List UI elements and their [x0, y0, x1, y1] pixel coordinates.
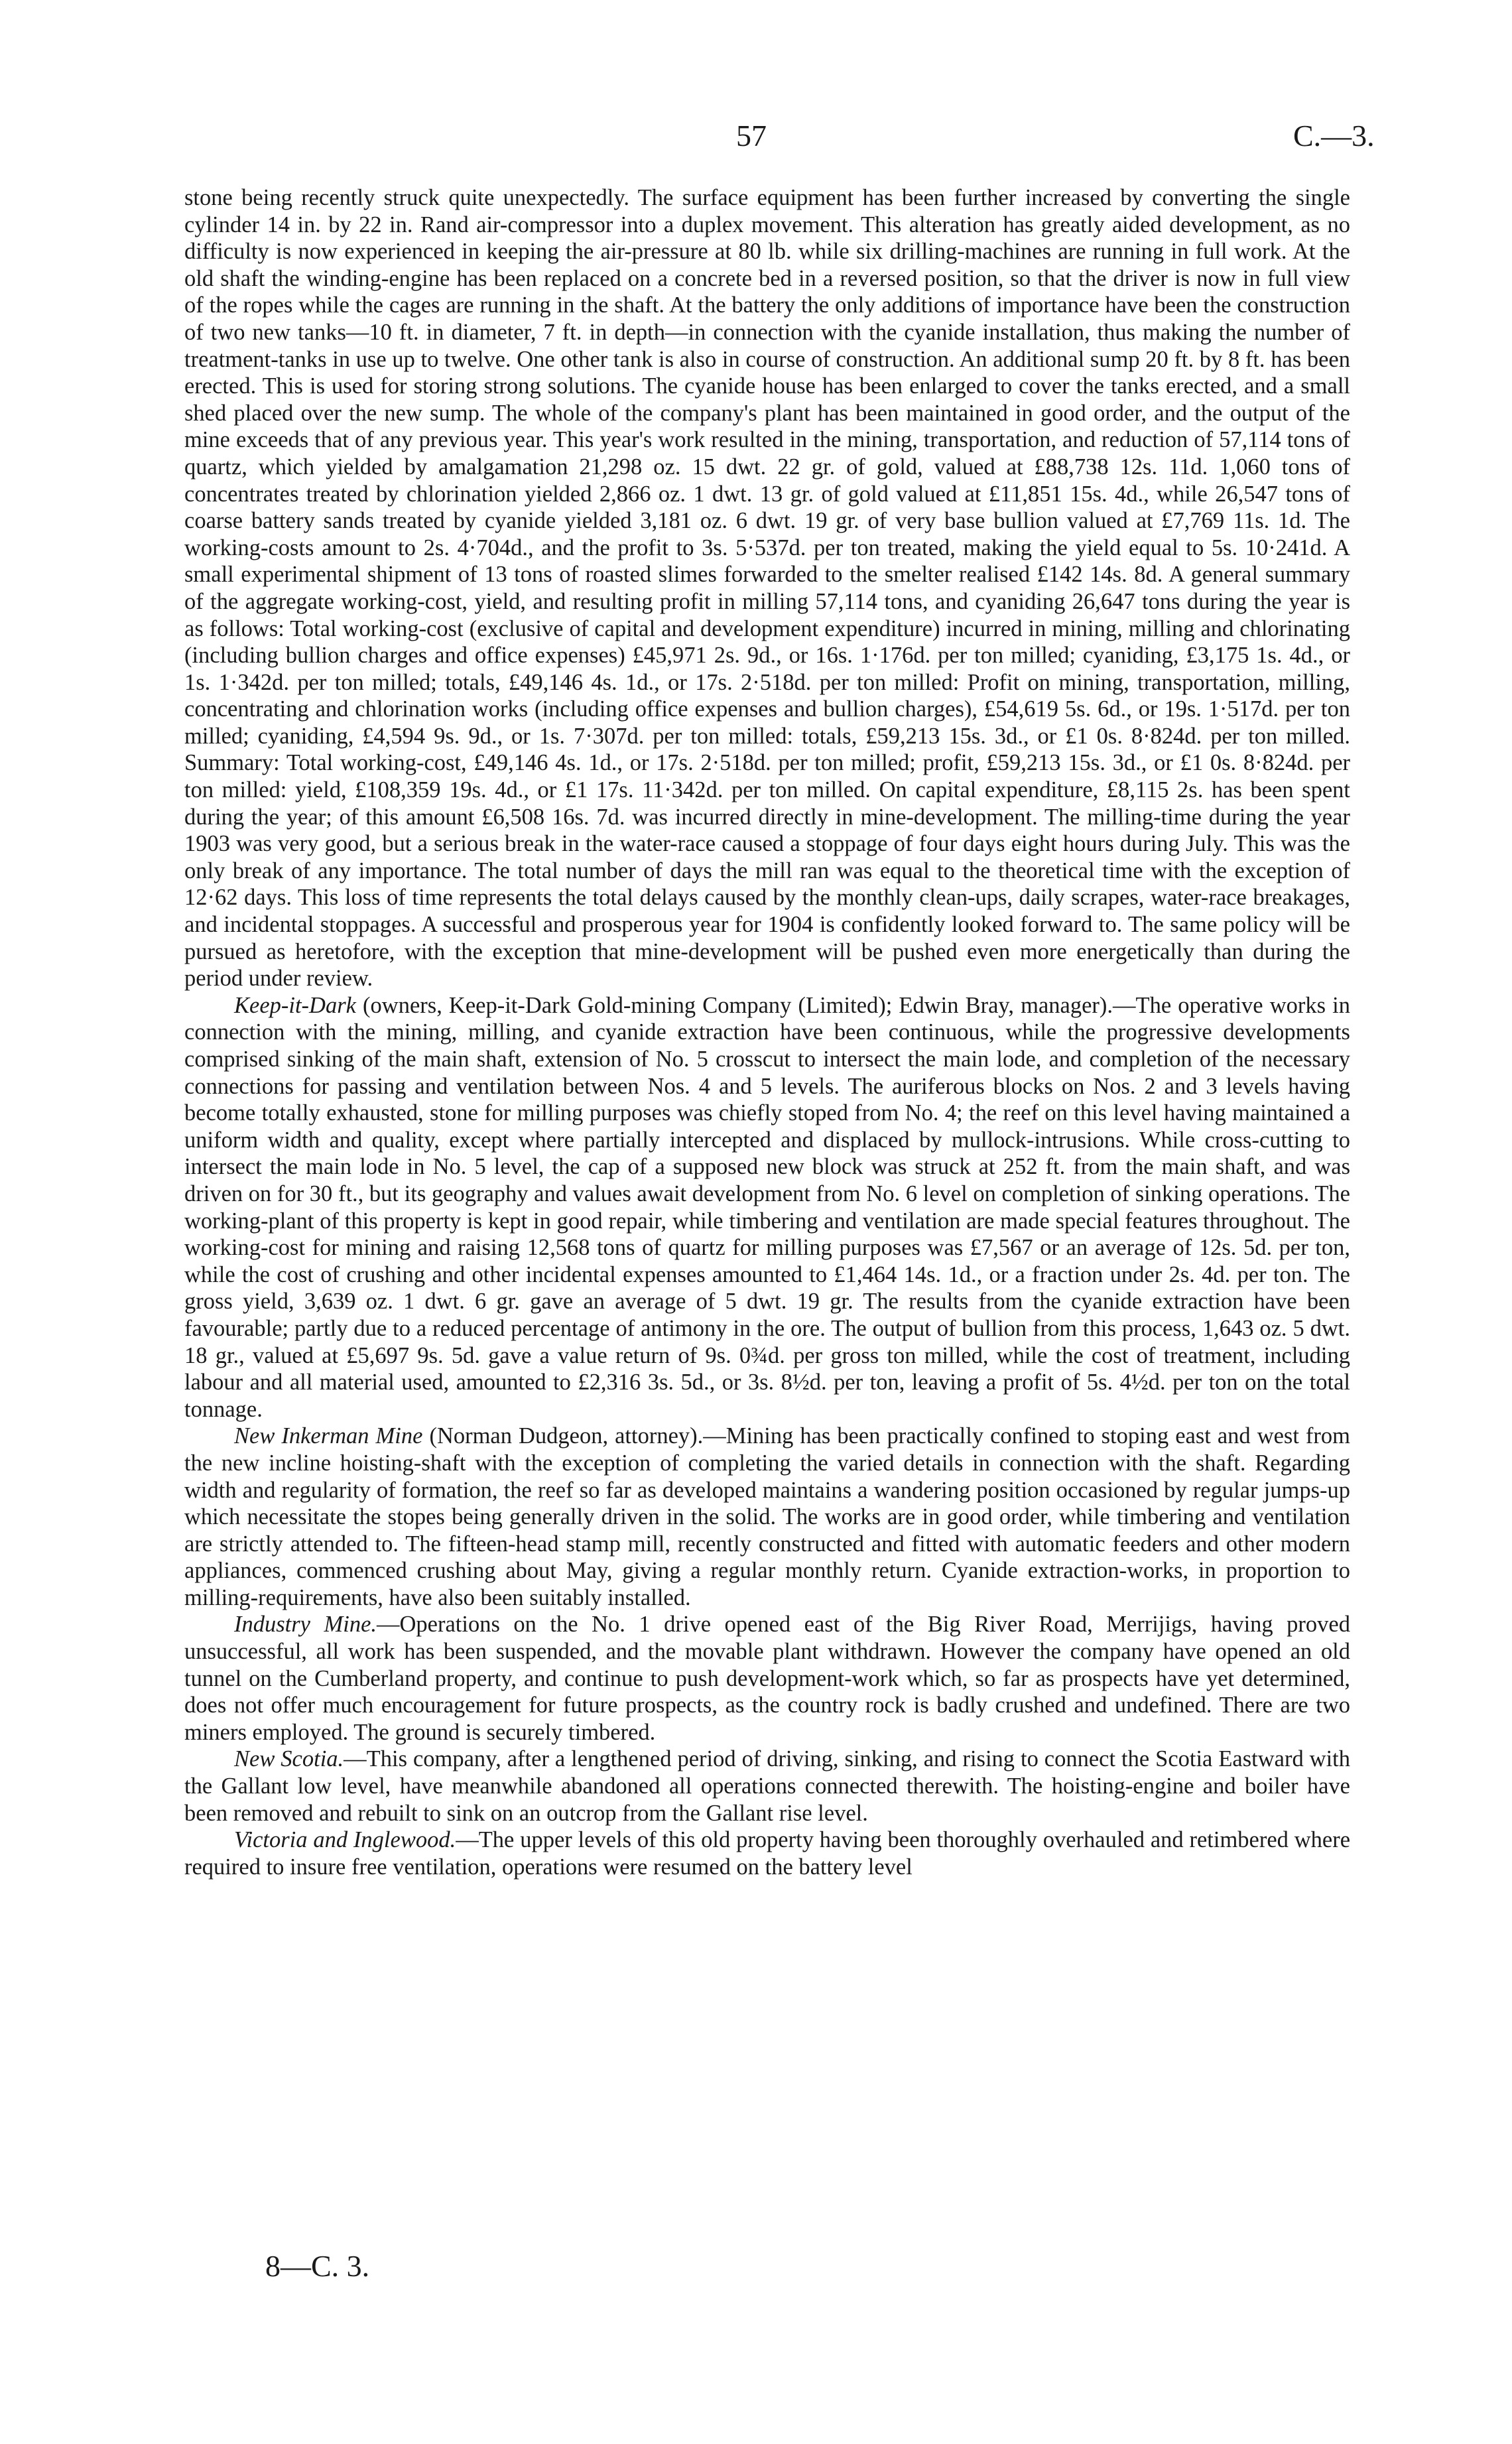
paragraph-new-scotia	[184, 1746, 1350, 1827]
paragraph-text: —This company, after a lengthened period of driving, sinking, and rising to connect the Scotia Eastward with the Gallant low level, have meanwhile abandoned all operations connected therewith. The hoisting-engine and boiler have been removed and rebuilt to sink on an outcrop from the Gallant rise level.	[184, 1746, 1350, 1826]
paragraph-new-inkerman	[184, 1423, 1350, 1611]
paragraph-title: Keep-it-Dark	[234, 992, 356, 1018]
paragraph-text: —The upper levels of this old property having been thoroughly overhauled and retimbered where required to insure free ventilation, operations were resumed on the battery level	[184, 1827, 1351, 1880]
paragraph-text: stone being recently struck quite unexpectedly. The surface equipment has been further increased by converting the single cylinder 14 in. by 22 in. Rand air-compressor into a duplex movement. This alteration has greatly aided development, as no difficulty is now experienced in keeping the air-pressure at 80 lb. while six drilling-machines are running in full work. At the old shaft the winding-engine has been replaced on a concrete bed in a reversed position, so that the driver is now in full view of the ropes while the cages are running in the shaft. At the battery the only additions of importance have been the construction of two new tanks—10 ft. in diameter, 7 ft. in depth—in connection with the cyanide installation, thus making the number of treatment-tanks in use up to twelve. One other tank is also in course of construction. An additional sump 20 ft. by 8 ft. has been erected. This is used for storing strong solutions. The cyanide house has been enlarged to cover the tanks erected, and a small shed placed over the new sump. The whole of the company's plant has been maintained in good order, and the output of the mine exceeds that of any previous year. This year's work resulted in the mining, transportation, and reduction of 57,114 tons of quartz, which yielded by amalgamation 21,298 oz. 15 dwt. 22 gr. of gold, valued at £88,738 12s. 11d. 1,060 tons of concentrates treated by chlorination yielded 2,866 oz. 1 dwt. 13 gr. of gold valued at £11,851 15s. 4d., while 26,547 tons of coarse battery sands treated by cyanide yielded 3,181 oz. 6 dwt. 19 gr. of very base bullion valued at £7,769 11s. 1d. The working-costs amount to 2s. 4·704d., and the profit to 3s. 5·537d. per ton treated, making the yield equal to 5s. 10·241d. A small experimental shipment of 13 tons of roasted slimes forwarded to the smelter realised £142 14s. 8d. A general summary of the aggregate working-cost, yield, and resulting profit in milling 57,114 tons, and cyaniding 26,647 tons during the year is as follows: Total working-cost (exclusive of capital and development expenditure) incurred in mining, milling and chlorinating (including bullion charges and office expenses) £45,971 2s. 9d., or 16s. 1·176d. per ton milled; cyaniding, £3,175 1s. 4d., or 1s. 1·342d. per ton milled; totals, £49,146 4s. 1d., or 17s. 2·518d. per ton milled: Profit on mining, transportation, milling, concentrating and chlorination works (including office expenses and bullion charges), £54,619 5s. 6d., or 19s. 1·517d. per ton milled; cyaniding, £4,594 9s. 9d., or 1s. 7·307d. per ton milled: totals, £59,213 15s. 3d., or £1 0s. 8·824d. per ton milled. Summary: Total working-cost, £49,146 4s. 1d., or 17s. 2·518d. per ton milled; profit, £59,213 15s. 3d., or £1 0s. 8·824d. per ton milled: yield, £108,359 19s. 4d., or £1 17s. 11·342d. per ton milled. On capital expenditure, £8,115 2s. has been spent during the year; of this amount £6,508 16s. 7d. was incurred directly in mine-development. The milling-time during the year 1903 was very good, but a serious break in the water-race caused a stoppage of four days eight hours during July. This was the only break of any importance. The total number of days the mill ran was equal to the theoretical time with the exception of 12·62 days. This loss of time represents the total delays caused by the monthly clean-ups, daily scrapes, water-race breakages, and incidental stoppages. A successful and prosperous year for 1904 is confidently looked forward to. The same policy will be pursued as heretofore, with the exception that mine-development will be pushed even more energetically than during the period under review.	[184, 185, 1350, 992]
paragraph-text: (Norman Dudgeon, attorney).—Mining has been practically confined to stoping east and west from the new incline hoisting-shaft with the exception of completing the varied details in connection with the shaft. Regarding width and regularity of formation, the reef so far as developed maintains a wandering position occasioned by regular jumps-up which necessitate the stopes being generally driven in the solid. The works are in good order, while timbering and ventilation are strictly attended to. The fifteen-head stamp mill, recently constructed and fitted with automatic feeders and other modern appliances, commenced crushing about May, giving a regular monthly return. Cyanide extraction-works, in proportion to milling-requirements, have also been suitably installed.	[184, 1423, 1350, 1610]
page-number: 57	[736, 119, 767, 153]
paragraph-industry-mine	[184, 1611, 1350, 1746]
paragraph-title: Victoria and Inglewood.	[234, 1827, 456, 1853]
body-text	[184, 184, 1350, 1880]
paragraph-continued	[184, 184, 1350, 992]
paragraph-keep-it-dark	[184, 992, 1350, 1423]
page-reference: C.—3.	[1293, 119, 1375, 153]
paragraph-victoria-inglewood	[184, 1827, 1350, 1880]
paragraph-text: (owners, Keep-it-Dark Gold-mining Company (Limited); Edwin Bray, manager).—The operative works in connection with the mining, milling, and cyanide extraction have been continuous, while the progressive developments comprised sinking of the main shaft, extension of No. 5 crosscut to intersect the main lode, and completion of the necessary connections for passing and ventilation between Nos. 4 and 5 levels. The auriferous blocks on Nos. 2 and 3 levels having become totally exhausted, stone for milling purposes was chiefly stoped from No. 4; the reef on this level having maintained a uniform width and quality, except where partially intercepted and displaced by mullock-intrusions. While cross-cutting to intersect the main lode in No. 5 level, the cap of a supposed new block was struck at 252 ft. from the main shaft, and was driven on for 30 ft., but its geography and values await development from No. 6 level on completion of sinking operations. The working-plant of this property is kept in good repair, while timbering and ventilation are made special features throughout. The working-cost for mining and raising 12,568 tons of quartz for milling purposes was £7,567 or an average of 12s. 5d. per ton, while the cost of crushing and other incidental expenses amounted to £1,464 14s. 1d., or a fraction under 2s. 4d. per ton. The gross yield, 3,639 oz. 1 dwt. 6 gr. gave an average of 5 dwt. 19 gr. The results from the cyanide extraction have been favourable; partly due to a reduced percentage of antimony in the ore. The output of bullion from this process, 1,643 oz. 5 dwt. 18 gr., valued at £5,697 9s. 5d. gave a value return of 9s. 0¾d. per gross ton milled, while the cost of treatment, including labour and all material used, amounted to £2,316 3s. 5d., or 3s. 8½d. per ton, leaving a profit of 5s. 4½d. per ton on the total tonnage.	[184, 992, 1350, 1422]
paragraph-title: New Scotia.	[234, 1746, 344, 1772]
footer-reference: 8—C. 3.	[265, 2249, 370, 2283]
paragraph-text: —Operations on the No. 1 drive opened east of the Big River Road, Merrijigs, having proved unsuccessful, all work has been suspended, and the movable plant withdrawn. However the company have opened an old tunnel on the Cumberland property, and continue to push development-work which, so far as prospects have yet determined, does not offer much encouragement for future prospects, as the country rock is badly crushed and undefined. There are two miners employed. The ground is securely timbered.	[184, 1612, 1350, 1745]
paragraph-title: New Inkerman Mine	[234, 1423, 423, 1449]
paragraph-title: Industry Mine.	[234, 1612, 377, 1638]
